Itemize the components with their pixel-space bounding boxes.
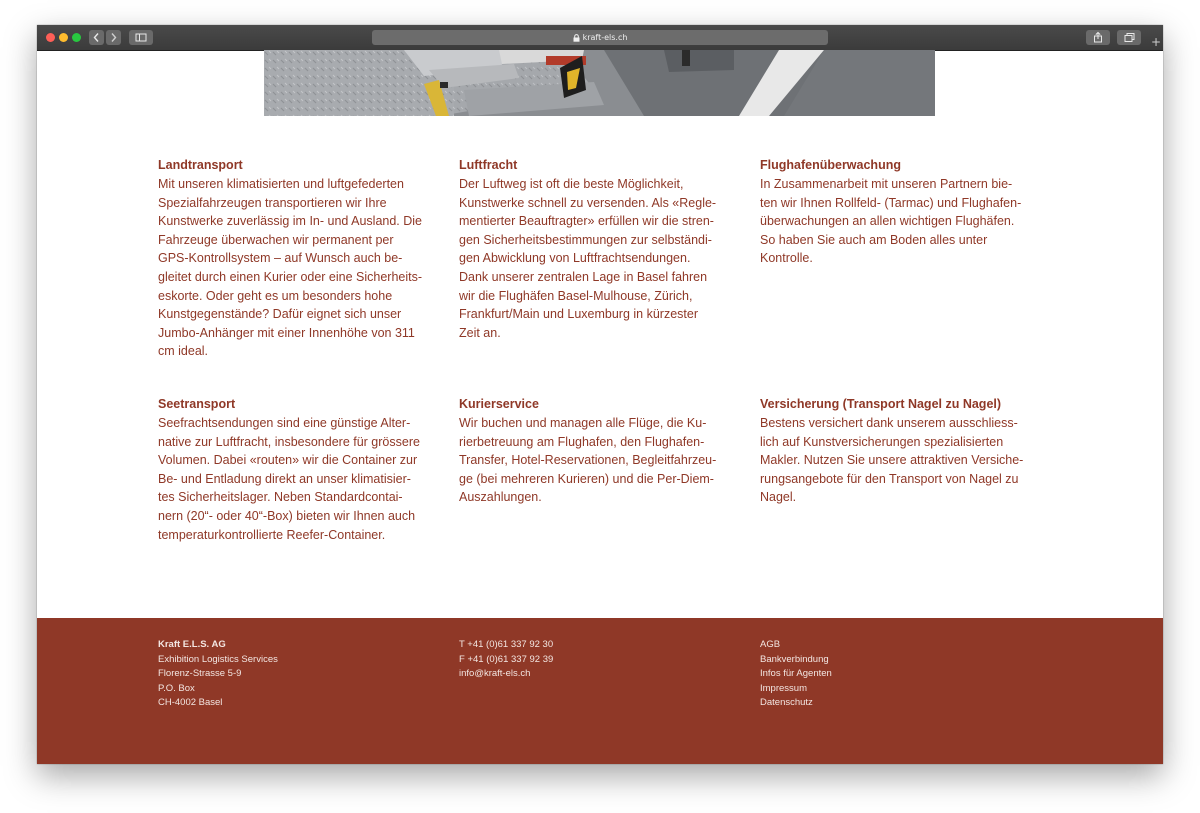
footer-fax: F +41 (0)61 337 92 39 [459,653,554,665]
service-title: Luftfracht [459,158,518,172]
service-title: Landtransport [158,158,243,172]
address-bar[interactable] [372,30,828,45]
service-versicherung [760,395,1050,507]
forward-button[interactable] [106,30,121,45]
footer-email-link[interactable]: info@kraft-els.ch [459,668,531,680]
service-title: Kurierservice [459,397,539,411]
footer-address-line: CH-4002 Basel [158,697,223,709]
footer-contact [459,638,553,682]
share-icon [1086,30,1110,45]
service-title: Versicherung (Transport Nagel zu Nagel) [760,397,1002,411]
url-text: kraft-els.ch [582,33,628,42]
footer-link-infos-agenten[interactable]: Infos für Agenten [760,668,832,680]
sidebar-icon [129,30,153,45]
service-text: Seefrachtsendungen sind eine günstige Alter- native zur Luftfracht, insbesondere für grössere Volumen. Dabei «routen» wir die Container zur Be- und Entladung direkt an unser klimatisier- tes Sicherheitslager. Neben Standardcontai- nern (20“- oder 40“-Box) bieten wir Ihnen auch temperaturkontrollierte Reefer-Container. [158,416,420,542]
service-seetransport [158,395,448,544]
hero-image [264,50,935,116]
service-text: Mit unseren klimatisierten und luftgefederten Spezialfahrzeugen transportieren wir Ihre Kunstwerke zuverlässig im In- und Ausland. Die Fahrzeuge überwachen wir permanent per GPS-Kontrollsystem – auf Wunsch auch be- gleitet durch einen Kurier oder eine Sicherheits- eskorte. Oder geht es um besonders hohe Kunstgegenstände? Dafür eignet sich unser Jumbo-Anhänger mit einer Innenhöhe von 311 cm ideal. [158,177,423,359]
service-title: Seetransport [158,397,236,411]
browser-window [37,25,1163,764]
footer-phone-link[interactable]: T +41 (0)61 337 92 30 [459,639,554,650]
footer-address-line: Exhibition Logistics Services [158,653,278,665]
service-title: Flughafenüberwachung [760,158,901,172]
footer-company-name: Kraft E.L.S. AG [158,639,226,650]
service-flughafenueberwachung [760,156,1050,268]
site-footer [37,618,1163,764]
back-icon [89,30,104,45]
footer-link-agb[interactable]: AGB [760,639,781,650]
hero-photo [264,50,935,116]
footer-links [760,638,832,711]
service-luftfracht [459,156,749,342]
footer-link-bankverbindung[interactable]: Bankverbindung [760,653,829,665]
close-window-button[interactable] [46,33,55,42]
service-text: Wir buchen und managen alle Flüge, die Ku- rierbetreuung am Flughafen, den Flughafen- Transfer, Hotel-Reservationen, Begleitfahrzeu- ge (bei mehreren Kurieren) und die Per-Diem- Auszahlungen. [459,416,717,505]
footer-link-impressum[interactable]: Impressum [760,682,807,694]
service-text: Der Luftweg ist oft die beste Möglichkeit, Kunstwerke schnell zu versenden. Als «Regle- mentierter Beauftragter» erfüllen wir die stren- gen Sicherheitsbestimmungen zur selbständi- gen Abwicklung von Luftfrachtsendungen. Dank unserer zentralen Lage in Basel fahren wir die Flughäfen Basel-Mulhouse, Zürich, Frankfurt/Main und Luxemburg in kürzester Zeit an. [459,177,717,340]
footer-address-line: Florenz-Strasse 5-9 [158,668,242,680]
service-text: Bestens versichert dank unserem ausschliess- lich auf Kunstversicherungen spezialisierten Makler. Nutzen Sie unsere attraktiven Versiche- rungsangebote für den Transport von Nagel zu Nagel. [760,416,1024,505]
service-kurierservice [459,395,749,507]
lock-icon [573,34,580,42]
minimize-window-button[interactable] [59,33,68,42]
share-button[interactable] [1086,30,1110,45]
footer-address-line: P.O. Box [158,682,195,694]
footer-link-datenschutz[interactable]: Datenschutz [760,697,813,709]
forward-icon [106,30,121,45]
service-landtransport [158,156,448,361]
service-text: In Zusammenarbeit mit unseren Partnern bie- ten wir Ihnen Rollfeld- (Tarmac) und Flughafen- überwachungen an allen wichtigen Flughäfen. So haben Sie auch am Boden alles unter Kontrolle. [760,177,1022,266]
tabs-icon [1117,30,1141,45]
zoom-window-button[interactable] [72,33,81,42]
sidebar-button[interactable] [129,30,153,45]
back-button[interactable] [89,30,104,45]
new-tab-button[interactable]: + [1150,35,1162,49]
footer-address [158,638,278,711]
show-tabs-button[interactable] [1117,30,1141,45]
browser-toolbar [37,25,1163,51]
